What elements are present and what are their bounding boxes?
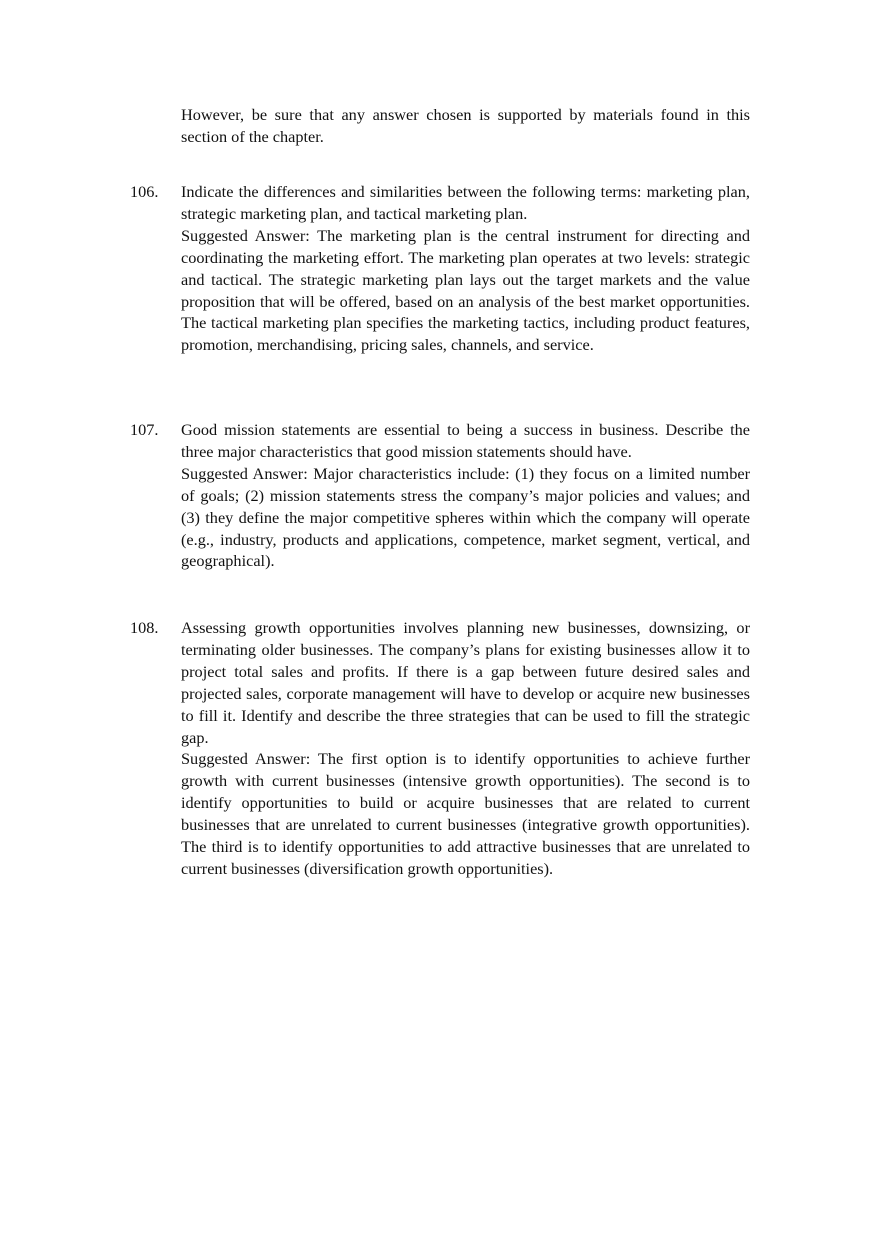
answer-106-text: Suggested Answer: The marketing plan is the central instrument for directing and coordinating the marketing effort. The marketing plan operates at two levels: strategic and tactical. The strategic marketing plan lays out the target markets and the value proposition that will be offered, based on an analysis of the best market opportunities. The tactical marketing plan specifies the marketing tactics, including product features, promotion, merchandising, pricing sales, channels, and service. xyxy=(181,225,750,355)
intro-paragraph xyxy=(181,104,750,148)
intro-text: However, be sure that any answer chosen is supported by materials found in this section of the chapter. xyxy=(181,105,750,146)
answer-107-text: Suggested Answer: Major characteristics include: (1) they focus on a limited number of goals; (2) mission statements stress the company’s major policies and values; and (3) they define the major competitive spheres within which the company will operate (e.g., industry, products and applications, competence, market segment, vertical, and geographical). xyxy=(181,463,750,571)
question-108 xyxy=(181,617,750,880)
question-106 xyxy=(181,181,750,356)
question-107-text: Good mission statements are essential to being a success in business. Describe the three major characteristics that good mission statements should have. xyxy=(181,420,750,461)
question-number-108: 108. xyxy=(130,618,159,637)
question-107 xyxy=(181,419,750,572)
question-number-107: 107. xyxy=(130,420,159,439)
question-number-106: 106. xyxy=(130,182,159,201)
answer-108-text: Suggested Answer: The first option is to identify opportunities to achieve further growth with current businesses (intensive growth opportunities). The second is to identify opportunities to build or acquire businesses that are related to current businesses that are unrelated to current businesses (integrative growth opportunities). The third is to identify opportunities to add attractive businesses that are unrelated to current businesses (diversification growth opportunities). xyxy=(181,749,750,878)
question-108-text: Assessing growth opportunities involves planning new businesses, downsizing, or terminating older businesses. The company’s plans for existing businesses allow it to project total sales and profits. If there is a gap between future desired sales and projected sales, corporate management will have to develop or acquire new businesses to fill it. Identify and describe the three strategies that can be used to fill the strategic gap. xyxy=(181,618,750,747)
question-106-text: Indicate the differences and similarities between the following terms: marketing plan, strategic marketing plan, and tactical marketing plan. xyxy=(181,182,750,223)
